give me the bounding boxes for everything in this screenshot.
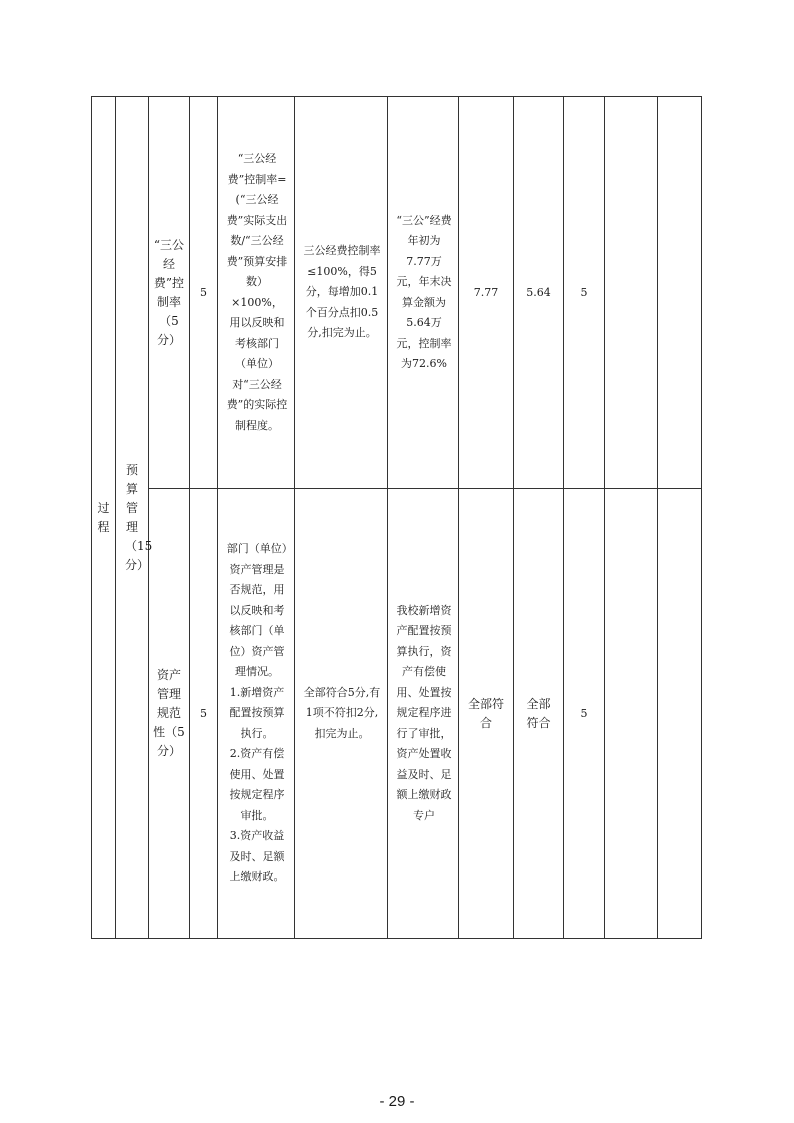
actual-value-cell: 全部符合: [514, 489, 564, 939]
criteria-cell: 全部符合5分,有1项不符扣2分,扣完为止。: [295, 489, 388, 939]
level2-label: 预算管理（15分）: [125, 462, 153, 572]
target-value-cell: 全部符合: [459, 489, 514, 939]
evaluation-table: [91, 96, 702, 939]
score-cell: 5: [564, 489, 605, 939]
page-number: - 29 -: [379, 1093, 415, 1110]
indicator-cell: [149, 97, 190, 489]
explanation-line: 1.新增资产配置按预算执行。: [229, 685, 285, 740]
reason-cell: [605, 97, 658, 489]
explanation-line: 部门（单位）资产管理是否规范，用以反映和考核部门（单位）资产管理情况。: [226, 542, 288, 679]
remark-cell: [658, 97, 702, 489]
actual-value-cell: 5.64: [514, 97, 564, 489]
level1-label: 过程: [97, 500, 110, 534]
table-row: [92, 489, 702, 939]
indicator-label: 资产管理规范性（5分）: [153, 668, 185, 758]
score-cell: 5: [564, 97, 605, 489]
target-value-cell: 7.77: [459, 97, 514, 489]
explanation-cell: [218, 489, 295, 939]
explanation-cell: “三公经费”控制率=(“三公经费”实际支出数/“三公经费”预算安排数）×100%，用以反映和考核部门（单位）对“三公经费”的实际控制程度。: [218, 97, 295, 489]
analysis-cell: 我校新增资产配置按预算执行，资产有偿使用、处置按规定程序进行了审批，资产处置收益及时、足额上缴财政专户: [388, 489, 459, 939]
indicator-label: “三公经费”控制率（5分）: [153, 237, 185, 347]
table-row: [92, 97, 702, 489]
level1-cell: [92, 97, 116, 939]
indicator-cell: [149, 489, 190, 939]
explanation-line: 2.资产有偿使用、处置按规定程序审批。: [229, 747, 285, 822]
level2-cell: [116, 97, 153, 939]
weight-cell: 5: [190, 489, 218, 939]
weight-cell: 5: [190, 97, 218, 489]
criteria-cell: 三公经费控制率 ≤100%，得5分，每增加0.1个百分点扣0.5分,扣完为止。: [295, 97, 388, 489]
explanation-line: 3.资产收益及时、足额上缴财政。: [229, 829, 285, 884]
reason-cell: [605, 489, 658, 939]
analysis-cell: “三公”经费年初为7.77万元，年末决算金额为5.64万元，控制率为72.6%: [388, 97, 459, 489]
remark-cell: [658, 489, 702, 939]
